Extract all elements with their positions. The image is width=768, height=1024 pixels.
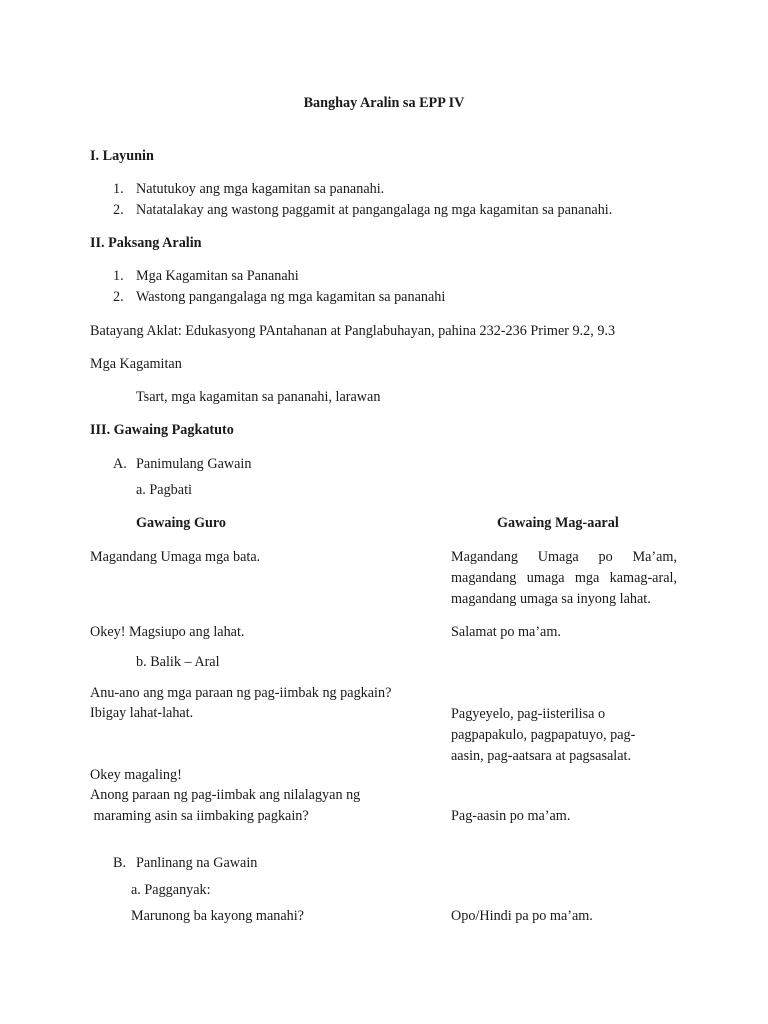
magaaral-line: Salamat po ma’am.	[451, 624, 561, 640]
magaaral-line: Pag-aasin po ma’am.	[451, 808, 571, 824]
subpart-pagbati: a. Pagbati	[136, 482, 192, 498]
list-item: Natutukoy ang mga kagamitan sa pananahi.	[136, 181, 385, 197]
subpart-pagganyak: a. Pagganyak:	[131, 882, 211, 898]
section-heading-layunin: I. Layunin	[90, 148, 154, 164]
guro-line: Marunong ba kayong manahi?	[131, 908, 304, 924]
guro-line: Anong paraan ng pag-iimbak ang nilalagyan ng	[90, 787, 361, 803]
column-header-magaaral: Gawaing Mag-aaral	[497, 515, 619, 531]
part-title: Panimulang Gawain	[136, 456, 252, 472]
guro-line: Okey! Magsiupo ang lahat.	[90, 624, 245, 640]
batayang-aklat-text: Batayang Aklat: Edukasyong PAntahanan at Panglabuhayan, pahina 232-236 Primer 9.2, 9.3	[90, 323, 616, 339]
document-title: Banghay Aralin sa EPP IV	[303, 95, 465, 111]
part-label: A.	[113, 456, 127, 472]
part-label: B.	[113, 855, 127, 871]
list-number: 1.	[113, 268, 124, 284]
list-item: Mga Kagamitan sa Pananahi	[136, 268, 299, 284]
list-number: 2.	[113, 202, 124, 218]
magaaral-line: Magandang Umaga po Ma’am,	[451, 549, 677, 565]
list-number: 2.	[113, 289, 124, 305]
magaaral-line: magandang umaga sa inyong lahat.	[451, 591, 651, 607]
section-heading-paksang-aralin: II. Paksang Aralin	[90, 235, 202, 251]
guro-line: maraming asin sa iimbaking pagkain?	[90, 808, 309, 824]
guro-line: Anu-ano ang mga paraan ng pag-iimbak ng pagkain?	[90, 685, 392, 701]
guro-line: Ibigay lahat-lahat.	[90, 705, 194, 721]
section-heading-gawaing-pagkatuto: III. Gawaing Pagkatuto	[90, 422, 234, 438]
list-item: Wastong pangangalaga ng mga kagamitan sa pananahi	[136, 289, 446, 305]
part-title: Panlinang na Gawain	[136, 855, 258, 871]
magaaral-line: Opo/Hindi pa po ma’am.	[451, 908, 593, 924]
magaaral-line: pagpapakulo, pagpapatuyo, pag-	[451, 727, 636, 743]
mga-kagamitan-label: Mga Kagamitan	[90, 356, 182, 372]
guro-line: Magandang Umaga mga bata.	[90, 549, 261, 565]
list-number: 1.	[113, 181, 124, 197]
mga-kagamitan-value: Tsart, mga kagamitan sa pananahi, larawan	[136, 389, 381, 405]
magaaral-line: aasin, pag-aatsara at pagsasalat.	[451, 748, 632, 764]
magaaral-line: Pagyeyelo, pag-iisterilisa o	[451, 706, 606, 722]
magaaral-line: magandang umaga mga kamag-aral,	[451, 570, 677, 586]
list-item: Natatalakay ang wastong paggamit at pangangalaga ng mga kagamitan sa pananahi.	[136, 202, 613, 218]
column-header-guro: Gawaing Guro	[136, 515, 227, 531]
guro-line: Okey magaling!	[90, 767, 182, 783]
subpart-balik-aral: b. Balik – Aral	[136, 654, 220, 670]
